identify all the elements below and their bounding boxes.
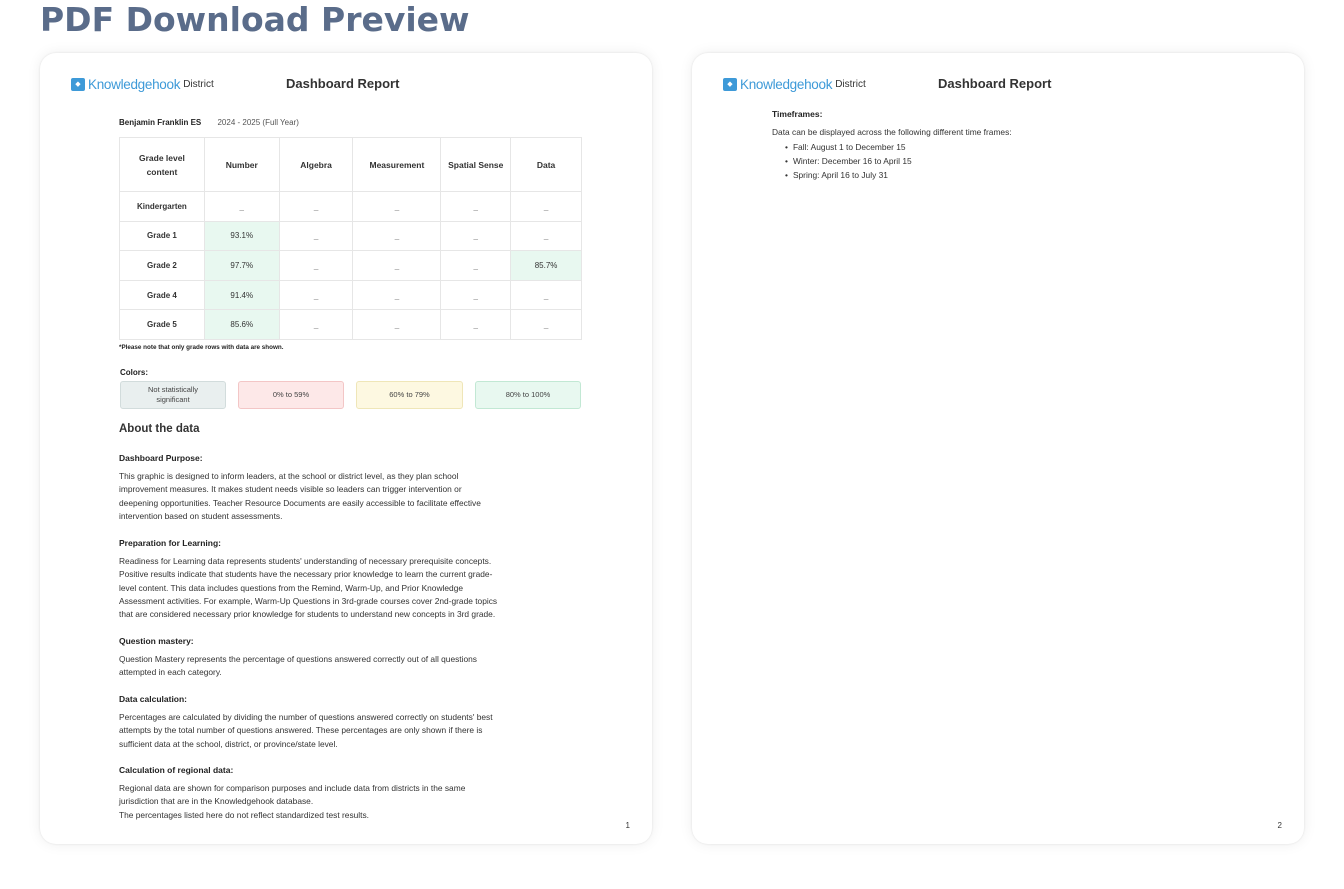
section-title: Data calculation: (119, 694, 188, 704)
section-body (119, 711, 589, 751)
list-item: • Spring: April 16 to July 31 (785, 168, 912, 182)
cell: _ (353, 310, 441, 340)
header-measurement: Measurement (353, 138, 441, 192)
text-line: that are considered necessary prior knowledge for students to understand new concepts in 3rd grade. (119, 609, 496, 620)
row-grade: Kindergarten (120, 192, 205, 222)
table-row (120, 251, 582, 281)
text-line: attempted in each category. (119, 667, 222, 678)
text-line: sufficient data at the school, district, or province/state level. (119, 738, 338, 749)
section-title: Dashboard Purpose: (119, 453, 203, 463)
cell: _ (511, 221, 582, 251)
table-row (120, 221, 582, 251)
text-line: level content. This data includes questions from the Remind, Warm-Up, and Prior Knowledge (119, 582, 464, 593)
cell: _ (441, 192, 511, 222)
section-title: Preparation for Learning: (119, 538, 222, 548)
cell: _ (353, 221, 441, 251)
report-title: Dashboard Report (286, 76, 400, 91)
logo-sub: District (183, 79, 214, 90)
logo-brand: Knowledgehook (740, 77, 833, 92)
cell: _ (441, 310, 511, 340)
logo (723, 77, 866, 92)
text-line: This graphic is designed to inform leaders, at the school or district level, as they plan school (119, 471, 459, 481)
color-legend-not-significant (120, 381, 226, 409)
logo (71, 77, 214, 92)
page-number: 2 (1277, 821, 1282, 830)
section-body (119, 555, 589, 621)
table-header-row (120, 138, 582, 192)
header-data: Data (511, 138, 582, 192)
text-line: improvement measures. It makes student needs visible so leaders can trigger intervention or (119, 484, 462, 495)
text-line: Regional data are shown for comparison purposes and include data from districts in the same (119, 783, 466, 793)
cell: _ (279, 310, 353, 340)
knowledgehook-logo-icon: ◆ (71, 78, 85, 91)
header-number: Number (204, 138, 279, 192)
pdf-page-2 (692, 53, 1304, 844)
list-item: • Fall: August 1 to December 15 (785, 140, 912, 154)
cell: _ (441, 221, 511, 251)
cell: 85.7% (511, 251, 582, 281)
cell: _ (511, 280, 582, 310)
logo-brand: Knowledgehook (88, 77, 181, 92)
report-title: Dashboard Report (938, 76, 1052, 91)
school-year: 2024 - 2025 (Full Year) (217, 118, 299, 127)
about-title: About the data (119, 423, 200, 435)
text-line: Positive results indicate that students have the necessary prior knowledge to learn the current grade- (119, 569, 493, 580)
cell: _ (353, 192, 441, 222)
text-line: intervention based on student assessments. (119, 510, 283, 521)
header-spatial-sense: Spatial Sense (441, 138, 511, 192)
list-item: • Winter: December 16 to April 15 (785, 154, 912, 168)
section-body (119, 470, 589, 523)
timeframes-intro: Data can be displayed across the following different time frames: (772, 127, 1012, 137)
cell: _ (279, 221, 353, 251)
row-grade: Grade 5 (120, 310, 205, 340)
row-grade: Grade 1 (120, 221, 205, 251)
text-line: deepening opportunities. Teacher Resource Documents are easily accessible to facilitate effective (119, 497, 481, 508)
table-row (120, 310, 582, 340)
section-title: Calculation of regional data: (119, 765, 234, 775)
text-line: Readiness for Learning data represents students' understanding of necessary prerequisite concepts. (119, 556, 492, 566)
cell: _ (441, 251, 511, 281)
text-line: The percentages listed here do not reflect standardized test results. (119, 809, 369, 820)
cell: _ (204, 192, 279, 222)
color-legend-0-59 (238, 381, 344, 409)
school-name: Benjamin Franklin ES (119, 118, 202, 127)
text-line: jurisdiction that are in the Knowledgehook database. (119, 796, 314, 807)
cell: _ (279, 192, 353, 222)
cell: 91.4% (204, 280, 279, 310)
timeframes-list (785, 140, 912, 182)
cell: 97.7% (204, 251, 279, 281)
row-grade: Grade 2 (120, 251, 205, 281)
cell: _ (353, 280, 441, 310)
pdf-page-1 (40, 53, 652, 844)
text-line: attempts by the total number of questions answered. These percentages are only shown if there is (119, 725, 483, 736)
logo-sub: District (835, 79, 866, 90)
swatch-label: 60% to 79% (389, 390, 430, 399)
cell: 85.6% (204, 310, 279, 340)
color-legend-60-79 (356, 381, 463, 409)
table-row (120, 280, 582, 310)
text-line: Percentages are calculated by dividing the number of questions answered correctly on students' best (119, 712, 493, 722)
colors-label: Colors: (120, 368, 148, 377)
text-line: Assessment activities. For example, Warm-Up Questions in 3rd-grade courses cover 2nd-grade topics (119, 595, 498, 606)
cell: _ (279, 251, 353, 281)
swatch-label: 0% to 59% (272, 390, 310, 399)
timeframes-title: Timeframes: (772, 109, 823, 119)
cell: _ (279, 280, 353, 310)
cell: _ (511, 192, 582, 222)
table-note: *Please note that only grade rows with data are shown. (119, 344, 284, 351)
section-body (119, 782, 589, 822)
row-grade: Grade 4 (120, 280, 205, 310)
section-title: Question mastery: (119, 636, 194, 646)
preview-heading: PDF Download Preview (40, 0, 470, 39)
color-legend-80-100 (475, 381, 581, 409)
cell: _ (511, 310, 582, 340)
header-grade-level: Grade level content (120, 138, 205, 192)
section-body (119, 653, 589, 680)
knowledgehook-logo-icon: ◆ (723, 78, 737, 91)
page-number: 1 (625, 821, 630, 830)
swatch-label: Not statistically significant (147, 385, 198, 404)
table-row (120, 192, 582, 222)
cell: _ (441, 280, 511, 310)
mastery-table (119, 137, 582, 340)
header-algebra: Algebra (279, 138, 353, 192)
cell: 93.1% (204, 221, 279, 251)
swatch-label: 80% to 100% (505, 390, 551, 399)
text-line: Question Mastery represents the percentage of questions answered correctly out of all questions (119, 654, 477, 664)
report-meta (119, 118, 299, 127)
cell: _ (353, 251, 441, 281)
